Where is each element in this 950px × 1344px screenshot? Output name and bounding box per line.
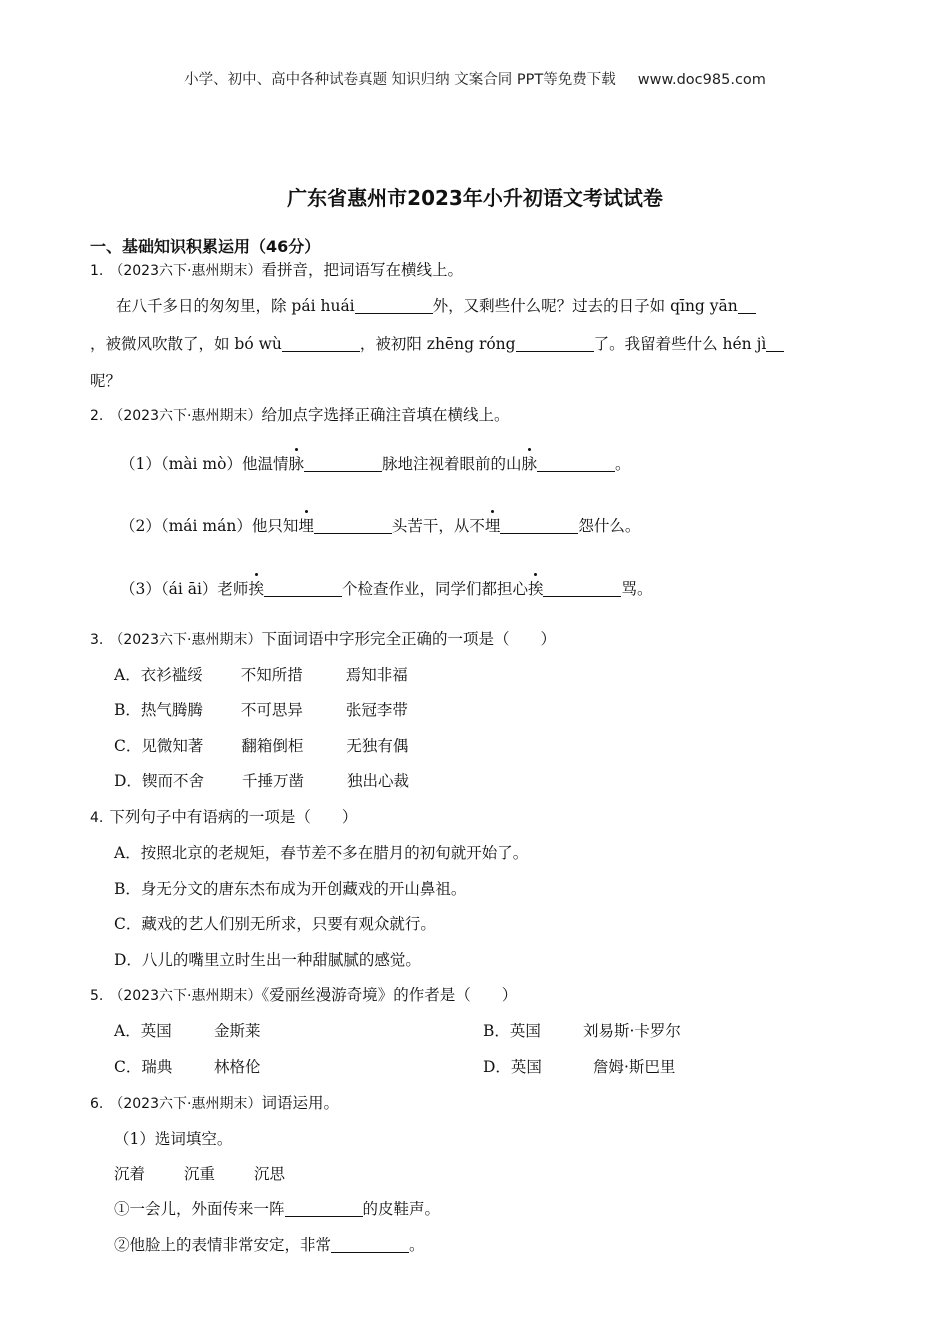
option-label: A．英国 — [114, 1022, 172, 1040]
option-label: A． — [114, 666, 141, 684]
passage-text: 外，又剩些什么呢？过去的日子如 qīng yān — [432, 297, 738, 315]
question-5-option-a[interactable] — [114, 1019, 261, 1041]
dotted-char: 脉 — [522, 452, 538, 474]
answer-blank[interactable] — [537, 455, 615, 472]
word-choice: 沉重 — [184, 1165, 216, 1183]
option-word: 张冠李带 — [345, 701, 408, 719]
answer-blank[interactable] — [543, 580, 621, 597]
answer-blank[interactable] — [355, 297, 433, 314]
question-number: 5. — [90, 988, 104, 1004]
sub-text: 。 — [615, 455, 631, 473]
question-1-line-3: 呢？ — [90, 372, 122, 390]
sub-text: （1）（mài mò）他温情 — [120, 455, 289, 473]
option-word: 刘易斯·卡罗尔 — [583, 1022, 681, 1040]
question-5-option-b[interactable] — [483, 1019, 681, 1041]
option-label: D．英国 — [483, 1058, 542, 1076]
question-4-option-a[interactable]: A．按照北京的老规矩，春节差不多在腊月的初旬就开始了。 — [114, 844, 529, 862]
dotted-char: 挨 — [528, 577, 544, 599]
sentence-text: ①一会儿，外面传来一阵 — [114, 1200, 285, 1218]
question-3-option-b[interactable] — [114, 698, 408, 720]
question-source: （2023六下·惠州期末） — [109, 632, 262, 648]
page-header — [0, 68, 950, 89]
header-text: 小学、初中、高中各种试卷真题 知识归纳 文案合同 PPT等免费下载 — [184, 72, 616, 88]
answer-blank[interactable] — [304, 455, 382, 472]
sub-text: （2）（mái mán）他只知 — [120, 517, 299, 535]
question-5-option-c[interactable] — [114, 1055, 261, 1077]
question-3-option-d[interactable] — [114, 769, 409, 791]
question-4-option-b[interactable]: B．身无分文的唐东杰布成为开创藏戏的开山鼻祖。 — [114, 880, 467, 898]
word-choice: 沉着 — [114, 1165, 146, 1183]
question-5-header — [90, 983, 517, 1005]
answer-blank[interactable] — [285, 1200, 363, 1217]
question-5-option-d[interactable] — [483, 1055, 675, 1077]
option-word: 林格伦 — [214, 1058, 261, 1076]
dotted-char: 脉 — [288, 452, 304, 474]
answer-blank[interactable] — [282, 335, 360, 352]
sub-text: 怨什么。 — [578, 517, 641, 535]
question-number: 4. — [90, 810, 104, 826]
page-title: 广东省惠州市2023年小升初语文考试试卷 — [287, 186, 663, 210]
question-prompt: 给加点字选择正确注音填在横线上。 — [261, 406, 510, 424]
option-word: 不知所措 — [240, 666, 303, 684]
sub-text: 脉地注视着眼前的山 — [381, 455, 522, 473]
option-word: 翻箱倒柜 — [241, 737, 304, 755]
option-label: C．瑞典 — [114, 1058, 173, 1076]
question-source: （2023六下·惠州期末） — [109, 263, 262, 279]
answer-blank[interactable] — [738, 297, 756, 314]
dotted-char: 挨 — [248, 577, 264, 599]
question-number: 2. — [90, 408, 104, 424]
header-site-link[interactable]: www.doc985.com — [637, 72, 766, 88]
question-6-sentence-1 — [114, 1197, 440, 1219]
question-3-header — [90, 627, 556, 649]
option-word: 见微知著 — [141, 737, 204, 755]
question-6-sub-1-title: （1）选词填空。 — [114, 1130, 233, 1148]
dotted-char: 埋 — [485, 514, 501, 536]
word-choice: 沉思 — [254, 1165, 286, 1183]
sentence-text: ②他脸上的表情非常安定，非常 — [114, 1236, 332, 1254]
option-word: 詹姆·斯巴里 — [593, 1058, 676, 1076]
sub-text: 骂。 — [621, 580, 653, 598]
option-word: 热气腾腾 — [140, 701, 203, 719]
passage-text: ，被初阳 zhēng róng — [359, 335, 516, 353]
answer-blank[interactable] — [766, 335, 784, 352]
question-prompt: 下列句子中有语病的一项是（ ） — [109, 808, 358, 826]
question-3-option-a[interactable] — [114, 663, 408, 685]
question-2-header — [90, 403, 509, 425]
section-heading: 一、基础知识积累运用（46分） — [90, 237, 321, 256]
passage-text: ，被微风吹散了，如 bó wù — [90, 335, 282, 353]
question-2-sub-2 — [120, 514, 640, 536]
option-word: 不可思异 — [240, 701, 303, 719]
question-6-sentence-2 — [114, 1233, 425, 1255]
question-number: 6. — [90, 1096, 104, 1112]
option-word: 无独有偶 — [346, 737, 409, 755]
option-label: B．英国 — [483, 1022, 541, 1040]
question-prompt: 下面词语中字形完全正确的一项是（ ） — [261, 630, 556, 648]
sub-text: 头苦干，从不 — [391, 517, 485, 535]
option-word: 独出心裁 — [346, 772, 409, 790]
passage-text: 在八千多日的匆匆里，除 pái huái — [116, 297, 355, 315]
question-3-option-c[interactable] — [114, 734, 408, 756]
question-2-sub-1 — [120, 452, 631, 474]
question-6-header — [90, 1091, 339, 1113]
answer-blank[interactable] — [264, 580, 342, 597]
sentence-text: 。 — [409, 1236, 425, 1254]
option-word: 千捶万凿 — [241, 772, 304, 790]
question-1-line-1 — [116, 294, 756, 316]
option-word: 焉知非福 — [345, 666, 408, 684]
question-number: 3. — [90, 632, 104, 648]
question-source: （2023六下·惠州期末） — [109, 988, 262, 1004]
sentence-text: 的皮鞋声。 — [362, 1200, 441, 1218]
option-label: B． — [114, 701, 141, 719]
sub-text: 个检查作业，同学们都担心 — [341, 580, 528, 598]
option-word: 衣衫褴绥 — [140, 666, 203, 684]
question-prompt: 《爱丽丝漫游奇境》的作者是（ ） — [261, 986, 518, 1004]
answer-blank[interactable] — [516, 335, 594, 352]
question-source: （2023六下·惠州期末） — [109, 408, 262, 424]
answer-blank[interactable] — [314, 517, 392, 534]
question-prompt: 看拼音，把词语写在横线上。 — [261, 261, 463, 279]
question-1-header — [90, 258, 463, 280]
question-number: 1. — [90, 263, 104, 279]
question-6-word-bank — [114, 1162, 285, 1184]
sub-text: （3）（ái āi）老师 — [120, 580, 249, 598]
question-4-option-c[interactable]: C．藏戏的艺人们别无所求，只要有观众就行。 — [114, 915, 436, 933]
option-word: 锲而不舍 — [141, 772, 204, 790]
passage-text: 了。我留着些什么 hén jì — [593, 335, 767, 353]
option-label: D． — [114, 772, 142, 790]
answer-blank[interactable] — [500, 517, 578, 534]
question-2-sub-3 — [120, 577, 653, 599]
option-label: C． — [114, 737, 142, 755]
dotted-char: 埋 — [298, 514, 314, 536]
option-word: 金斯莱 — [214, 1022, 261, 1040]
question-4-header — [90, 805, 357, 827]
question-prompt: 词语运用。 — [261, 1094, 339, 1112]
answer-blank[interactable] — [331, 1236, 409, 1253]
question-4-option-d[interactable]: D．八儿的嘴里立时生出一种甜腻腻的感觉。 — [114, 951, 421, 969]
question-1-line-2 — [90, 332, 784, 354]
question-source: （2023六下·惠州期末） — [109, 1096, 262, 1112]
